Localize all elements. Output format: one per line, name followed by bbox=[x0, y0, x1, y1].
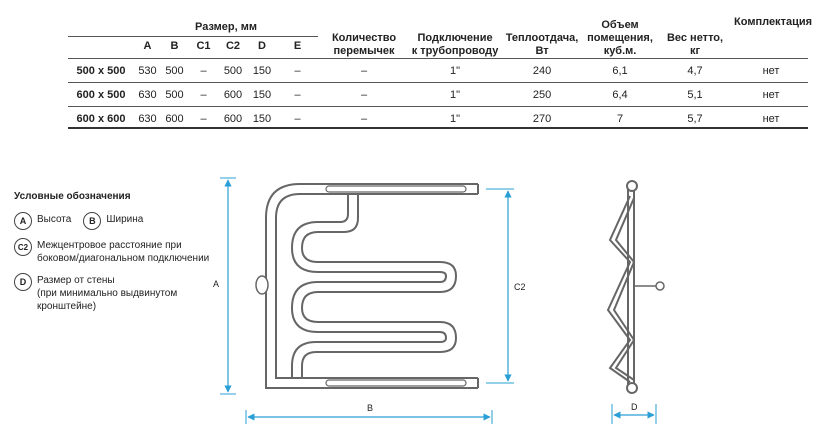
heat-cell: 240 bbox=[500, 59, 584, 83]
c1-cell: – bbox=[188, 107, 219, 131]
volume-cell: 6,4 bbox=[584, 83, 656, 107]
a-cell: 630 bbox=[134, 107, 161, 131]
c2-label: Межцентровое расстояние при боковом/диагональном подключении bbox=[37, 240, 210, 264]
kit-header: Комплектация bbox=[734, 16, 813, 28]
col-c2-header: C2 bbox=[225, 39, 241, 52]
c1-cell: – bbox=[188, 59, 219, 83]
c1-cell: – bbox=[188, 83, 219, 107]
weight-cell: 5,1 bbox=[656, 83, 734, 107]
b-cell: 600 bbox=[161, 107, 188, 131]
a-cell: 630 bbox=[134, 83, 161, 107]
size-cell: 500 x 500 bbox=[68, 59, 134, 83]
jumpers-cell: – bbox=[318, 107, 410, 131]
col-c1-header: C1 bbox=[196, 39, 211, 52]
heat-cell: 270 bbox=[500, 107, 584, 131]
b-label: Ширина bbox=[106, 214, 144, 225]
a-dimension-label: A bbox=[213, 279, 220, 289]
b-dimension-label: B bbox=[367, 403, 374, 413]
jumpers-cell: – bbox=[318, 83, 410, 107]
kit-cell: нет bbox=[734, 59, 808, 83]
size-group-header: Размер, мм bbox=[195, 21, 258, 33]
c2-cell: 600 bbox=[219, 107, 247, 131]
c2-dimension-label: C2 bbox=[514, 282, 526, 292]
col-a-header: A bbox=[143, 39, 152, 52]
radiator-front-view bbox=[256, 184, 478, 388]
a-cell: 530 bbox=[134, 59, 161, 83]
d-label: Размер от стены (при минимально выдвинутом кронштейне) bbox=[37, 275, 178, 312]
e-cell: – bbox=[277, 59, 318, 83]
c2-cell: 600 bbox=[219, 83, 247, 107]
e-cell: – bbox=[277, 107, 318, 131]
b-cell: 500 bbox=[161, 83, 188, 107]
weight-cell: 5,7 bbox=[656, 107, 734, 131]
size-cell: 600 x 500 bbox=[68, 83, 134, 107]
volume-cell: 7 bbox=[584, 107, 656, 131]
kit-cell: нет bbox=[734, 83, 808, 107]
volume-cell: 6,1 bbox=[584, 59, 656, 83]
c2-cell: 500 bbox=[219, 59, 247, 83]
b-badge: B bbox=[83, 212, 101, 230]
e-cell: – bbox=[277, 83, 318, 107]
connection-header: Подключение к трубопроводу bbox=[411, 32, 499, 57]
jumpers-cell: – bbox=[318, 59, 410, 83]
weight-header: Вес нетто, кг bbox=[666, 32, 724, 57]
b-cell: 500 bbox=[161, 59, 188, 83]
connection-cell: 1" bbox=[410, 107, 500, 131]
heat-header: Теплоотдача, Вт bbox=[505, 32, 579, 57]
legend-title: Условные обозначения bbox=[14, 191, 131, 202]
d-dimension-label: D bbox=[631, 402, 638, 412]
volume-header: Объем помещения, куб.м. bbox=[587, 19, 653, 57]
a-badge: A bbox=[14, 212, 32, 230]
d-cell: 150 bbox=[247, 59, 277, 83]
d-cell: 150 bbox=[247, 107, 277, 131]
weight-cell: 4,7 bbox=[656, 59, 734, 83]
c2-badge: C2 bbox=[14, 238, 32, 256]
heat-cell: 250 bbox=[500, 83, 584, 107]
c2-dimension-line bbox=[486, 189, 514, 383]
col-e-header: E bbox=[293, 39, 302, 52]
col-d-header: D bbox=[258, 39, 266, 52]
kit-cell: нет bbox=[734, 107, 808, 131]
a-label: Высота bbox=[37, 214, 72, 225]
radiator-side-view bbox=[608, 181, 664, 393]
d-badge: D bbox=[14, 273, 32, 291]
size-cell: 600 x 600 bbox=[68, 107, 134, 131]
d-cell: 150 bbox=[247, 83, 277, 107]
jumpers-header: Количество перемычек bbox=[331, 32, 397, 57]
a-dimension-line bbox=[220, 178, 236, 394]
connection-cell: 1" bbox=[410, 59, 500, 83]
connection-cell: 1" bbox=[410, 83, 500, 107]
col-b-header: B bbox=[170, 39, 179, 52]
